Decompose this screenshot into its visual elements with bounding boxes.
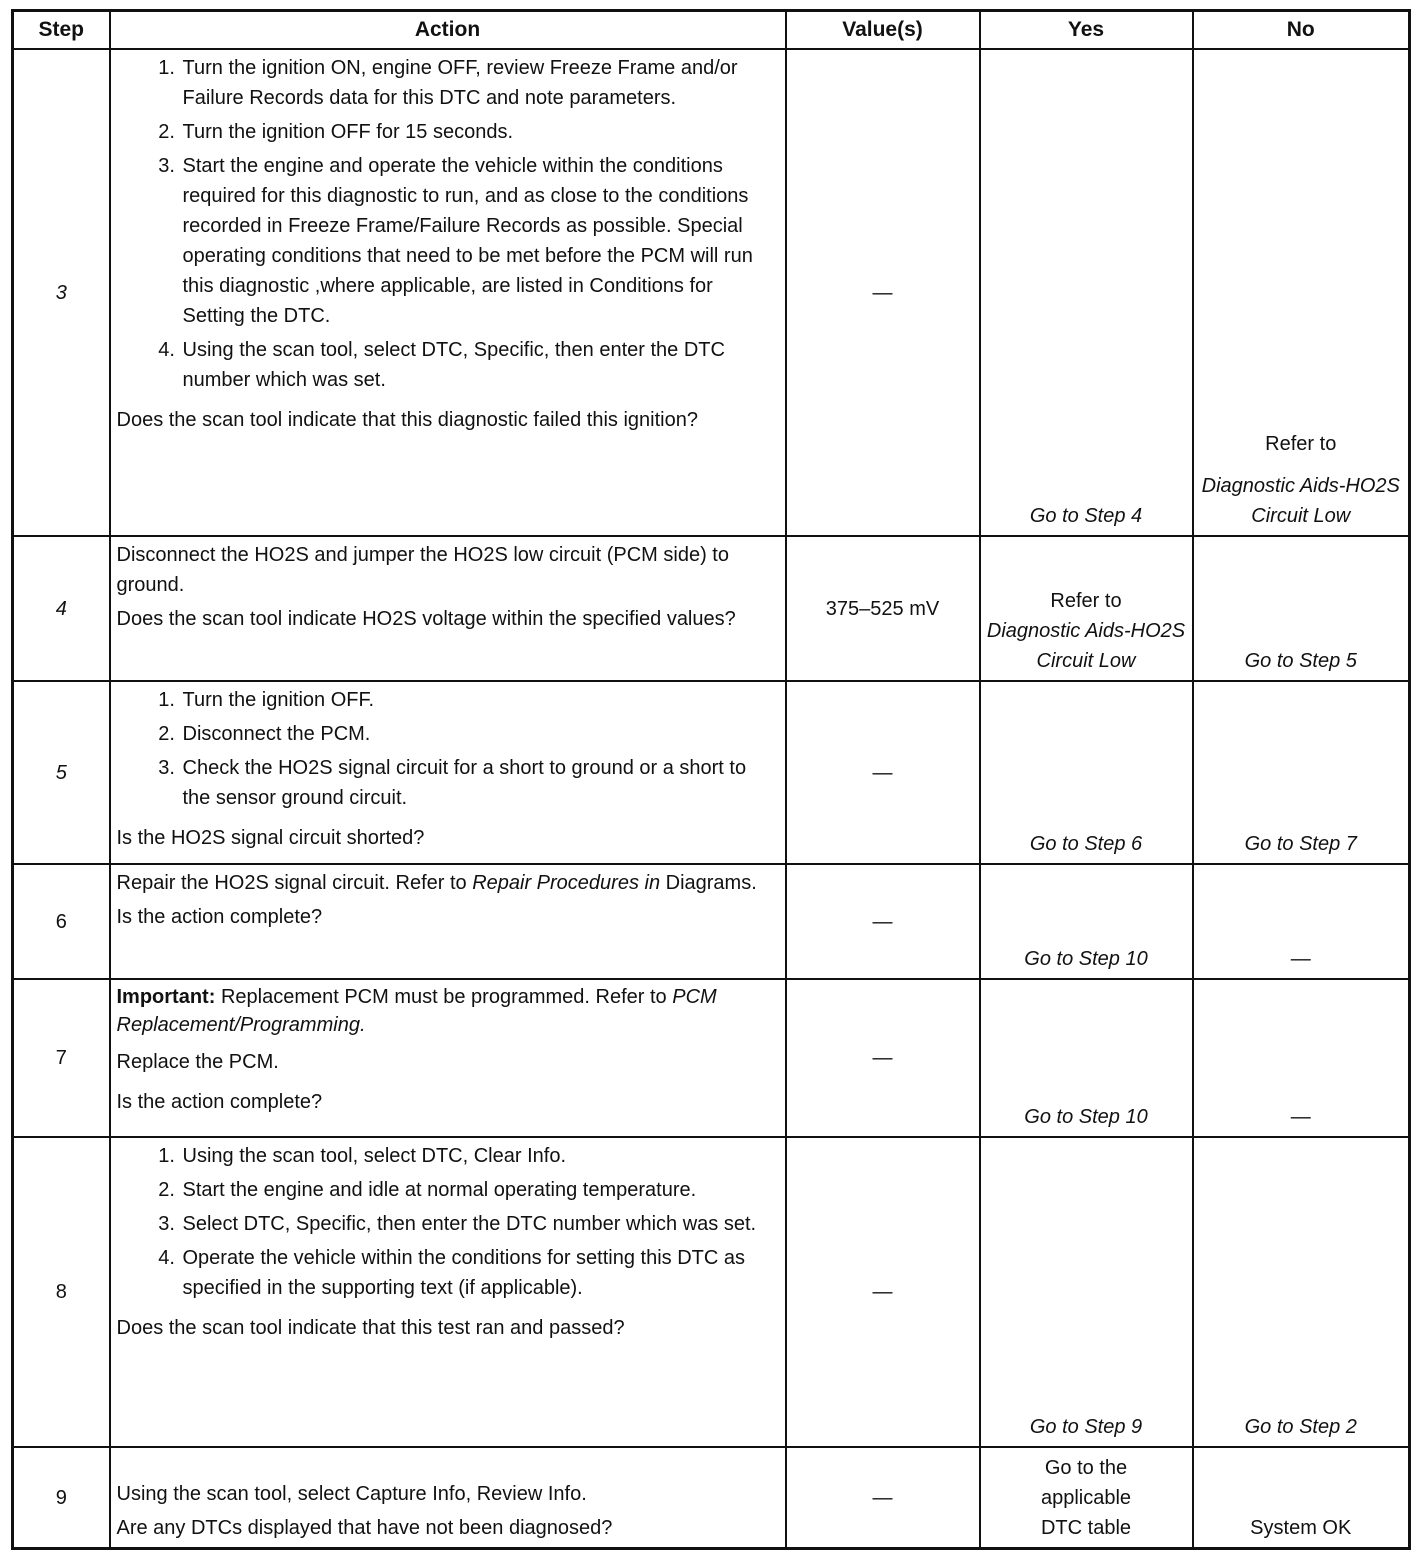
- action-steps-list: [117, 1141, 779, 1303]
- question-text: Does the scan tool indicate that this test ran and passed?: [116, 1317, 625, 1340]
- yes-cell: Go to Step 4: [980, 49, 1193, 536]
- no-cell: [1193, 49, 1410, 536]
- list-item: 3. Select DTC, Specific, then enter the DTC number which was set.: [181, 1209, 779, 1239]
- list-item: 2. Start the engine and idle at normal operating temperature.: [181, 1175, 779, 1205]
- table-row: [13, 1447, 1410, 1548]
- question-text: Is the HO2S signal circuit shorted?: [116, 827, 425, 850]
- diagnostic-aids-reference: Diagnostic Aids-HO2S Circuit Low: [1201, 475, 1400, 528]
- header-step: Step: [13, 11, 110, 50]
- list-item: 2. Disconnect the PCM.: [181, 719, 779, 749]
- list-item: 2. Turn the ignition OFF for 15 seconds.: [181, 117, 779, 147]
- repair-procedures-reference: Repair Procedures in: [472, 872, 661, 895]
- action-steps-list: [117, 53, 779, 395]
- action-cell: [110, 536, 786, 681]
- action-cell: [110, 979, 786, 1137]
- no-cell: Go to Step 7: [1193, 681, 1410, 864]
- question-text: Does the scan tool indicate that this diagnostic failed this ignition?: [116, 409, 698, 431]
- table-row: [13, 1137, 1410, 1447]
- table-row: [13, 49, 1410, 536]
- refer-to-text: Refer to: [1050, 590, 1122, 613]
- header-action: Action: [110, 11, 786, 50]
- no-cell: —: [1193, 864, 1410, 979]
- action-text: Using the scan tool, select Capture Info, Review Info.: [116, 1483, 587, 1505]
- question-text: Is the action complete?: [116, 1091, 323, 1114]
- question-text: Is the action complete?: [116, 906, 323, 929]
- action-cell: [110, 864, 786, 979]
- no-cell: Go to Step 2: [1193, 1137, 1410, 1447]
- table-row: [13, 979, 1410, 1137]
- yes-cell: Go to the applicable DTC table: [980, 1447, 1193, 1548]
- header-no: No: [1193, 11, 1410, 50]
- step-number: 8: [13, 1137, 110, 1447]
- table-row: [13, 864, 1410, 979]
- action-text: Disconnect the HO2S and jumper the HO2S low circuit (PCM side) to ground.: [116, 544, 729, 597]
- table-row: [13, 536, 1410, 681]
- header-yes: Yes: [980, 11, 1193, 50]
- no-cell: System OK: [1193, 1447, 1410, 1548]
- value-cell: —: [786, 1447, 980, 1548]
- diagnostic-table: [11, 9, 1411, 1550]
- action-cell: [110, 1447, 786, 1548]
- diagnostic-aids-reference: Diagnostic Aids-HO2S Circuit Low: [986, 620, 1186, 673]
- list-item: 1. Turn the ignition ON, engine OFF, review Freeze Frame and/or Failure Records data for this DTC and note parameters.: [181, 53, 779, 113]
- action-cell: [110, 1137, 786, 1447]
- important-text: Replacement PCM must be programmed. Refer to: [215, 986, 673, 1009]
- action-text: Replace the PCM.: [116, 1051, 279, 1074]
- list-item: 1. Using the scan tool, select DTC, Clear Info.: [181, 1141, 779, 1171]
- step-number: 6: [13, 864, 110, 979]
- yes-cell: Go to Step 10: [980, 979, 1193, 1137]
- important-note: [117, 983, 779, 1039]
- step-number: 4: [13, 536, 110, 681]
- question-text: Does the scan tool indicate HO2S voltage within the specified values?: [116, 608, 736, 631]
- action-text: [117, 868, 779, 898]
- important-label: Important:: [116, 986, 216, 1009]
- value-cell: —: [786, 681, 980, 864]
- action-text-plain: Repair the HO2S signal circuit. Refer to: [116, 872, 473, 895]
- list-item: 3. Check the HO2S signal circuit for a short to ground or a short to the sensor ground circuit.: [181, 753, 779, 813]
- step-number: 9: [13, 1447, 110, 1548]
- yes-cell: Go to Step 6: [980, 681, 1193, 864]
- no-cell: —: [1193, 979, 1410, 1137]
- header-values: Value(s): [786, 11, 980, 50]
- value-cell: —: [786, 864, 980, 979]
- step-number: 5: [13, 681, 110, 864]
- value-cell: —: [786, 49, 980, 536]
- yes-cell: [980, 536, 1193, 681]
- list-item: 3. Start the engine and operate the vehicle within the conditions required for this diagnostic to run, and as close to the conditions recorded in Freeze Frame/Failure Records as possible. Special operating conditions that need to be met before the PCM will run this diagnostic ,where applicable, are listed in Conditions for Setting the DTC.: [181, 151, 779, 331]
- no-cell: Go to Step 5: [1193, 536, 1410, 681]
- action-cell: [110, 681, 786, 864]
- value-cell: 375–525 mV: [786, 536, 980, 681]
- step-number: 3: [13, 49, 110, 536]
- value-cell: —: [786, 979, 980, 1137]
- step-number: 7: [13, 979, 110, 1137]
- question-text: Are any DTCs displayed that have not been diagnosed?: [116, 1517, 613, 1539]
- action-cell: [110, 49, 786, 536]
- list-item: 4. Using the scan tool, select DTC, Specific, then enter the DTC number which was set.: [181, 335, 779, 395]
- list-item: 4. Operate the vehicle within the conditions for setting this DTC as specified in the supporting text (if applicable).: [181, 1243, 779, 1303]
- list-item: 1. Turn the ignition OFF.: [181, 685, 779, 715]
- yes-cell: Go to Step 10: [980, 864, 1193, 979]
- refer-to-text: Refer to: [1265, 433, 1337, 456]
- yes-cell: Go to Step 9: [980, 1137, 1193, 1447]
- value-cell: —: [786, 1137, 980, 1447]
- header-row: [13, 11, 1410, 50]
- action-text-end: Diagrams.: [660, 872, 757, 895]
- action-steps-list: [117, 685, 779, 813]
- table-row: [13, 681, 1410, 864]
- pcm-replacement-reference: PCM Replacement/Programming.: [116, 986, 717, 1037]
